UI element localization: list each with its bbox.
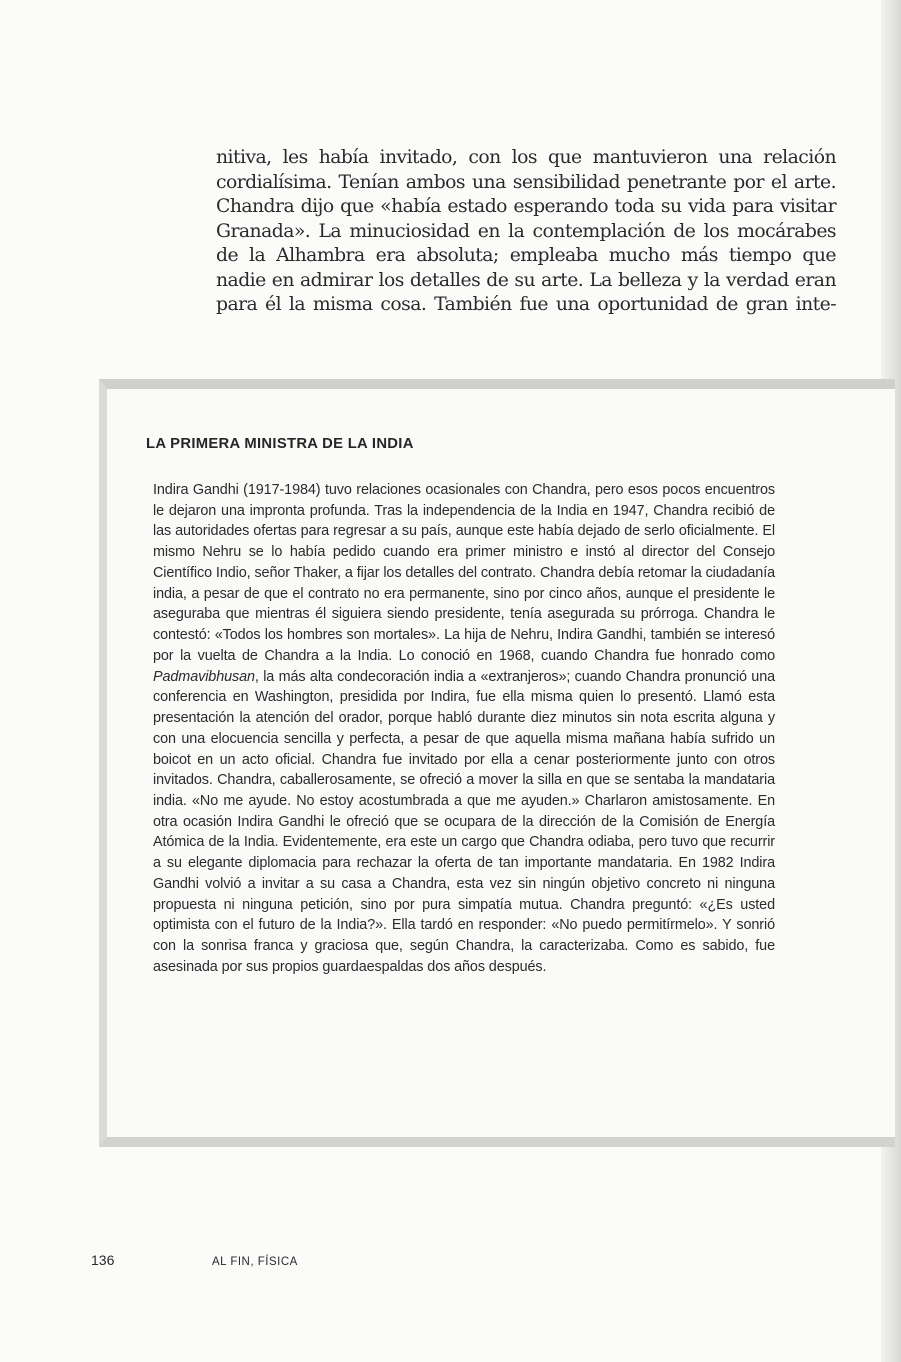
sidebar-title: LA PRIMERA MINISTRA DE LA INDIA	[146, 436, 414, 452]
page-number: 136	[91, 1252, 115, 1268]
running-footer-title: AL FIN, FÍSICA	[212, 1256, 298, 1268]
sidebar-text-part-2: , la más alta condecoración india a «extranjeros»; cuando Chandra pronunció una conferencia en Washington, presidida por Indira, fue ella misma quien lo presentó. Llamó esta presentación la atención del orador, porque habló durante diez minutos sin nota escrita alguna y con una elocuencia sencilla y perfecta, a pesar de que aquella misma mañana había sufrido un boicot en un acto oficial. Chandra fue invitado por ella a cenar posteriormente junto con otros invitados. Chandra, caballerosamente, se ofreció a mover la silla en que se sentaba la mandataria india. «No me ayude. No estoy acostumbrada a que me ayuden.» Charlaron amistosamente. En otra ocasión Indira Gandhi le ofreció que se ocupara de la dirección de la Comisión de Energía Atómica de la India. Evidentemente, era este un cargo que Chandra odiaba, pero tuvo que recurrir a su elegante diplomacia para rechazar la oferta de tan importante mandataria. En 1982 Indira Gandhi volvió a invitar a su casa a Chandra, esta vez sin ningún objetivo concreto ni ninguna propuesta ni ninguna petición, sino por pura simpatía mutua. Chandra preguntó: «¿Es usted optimista con el futuro de la India?». Ella tardó en responder: «No puedo permitírmelo». Y sonrió con la sonrisa franca y graciosa que, según Chandra, la caracterizaba. Como es sabido, fue asesinada por sus propios guardaespaldas dos años después.	[153, 668, 775, 975]
sidebar-italic-term: Padmavibhusan	[153, 668, 255, 685]
sidebar-paragraph	[153, 480, 775, 978]
body-paragraph: nitiva, les había invitado, con los que mantuvieron una relación cordialísima. Tenían ambos una sensibilidad penetrante por el arte. Chandra dijo que «había estado esperando toda su vida para visitar Granada». La minuciosidad en la contemplación de los mocárabes de la Alhambra era absoluta; empleaba mucho más tiempo que nadie en admirar los detalles de su arte. La belleza y la verdad eran para él la misma cosa. También fue una oportunidad de gran inte-	[216, 147, 836, 315]
sidebar-text-part-1: Indira Gandhi (1917-1984) tuvo relaciones ocasionales con Chandra, pero esos pocos encuentros le dejaron una impronta profunda. Tras la independencia de la India en 1947, Chandra recibió de las autoridades ofertas para regresar a su país, aunque este había dejado de serlo oficialmente. El mismo Nehru se lo había pedido cuando era primer ministro e instó al director del Consejo Científico Indio, señor Thaker, a fijar los detalles del contrato. Chandra debía retomar la ciudadanía india, a pesar de que el contrato no era permanente, sino por cinco años, aunque el presidente le aseguraba que mientras él siguiera siendo presidente, tenía asegurada su prórroga. Chandra le contestó: «Todos los hombres son mortales». La hija de Nehru, Indira Gandhi, también se interesó por la vuelta de Chandra a la India. Lo conoció en 1968, cuando Chandra fue honrado como	[153, 482, 775, 664]
